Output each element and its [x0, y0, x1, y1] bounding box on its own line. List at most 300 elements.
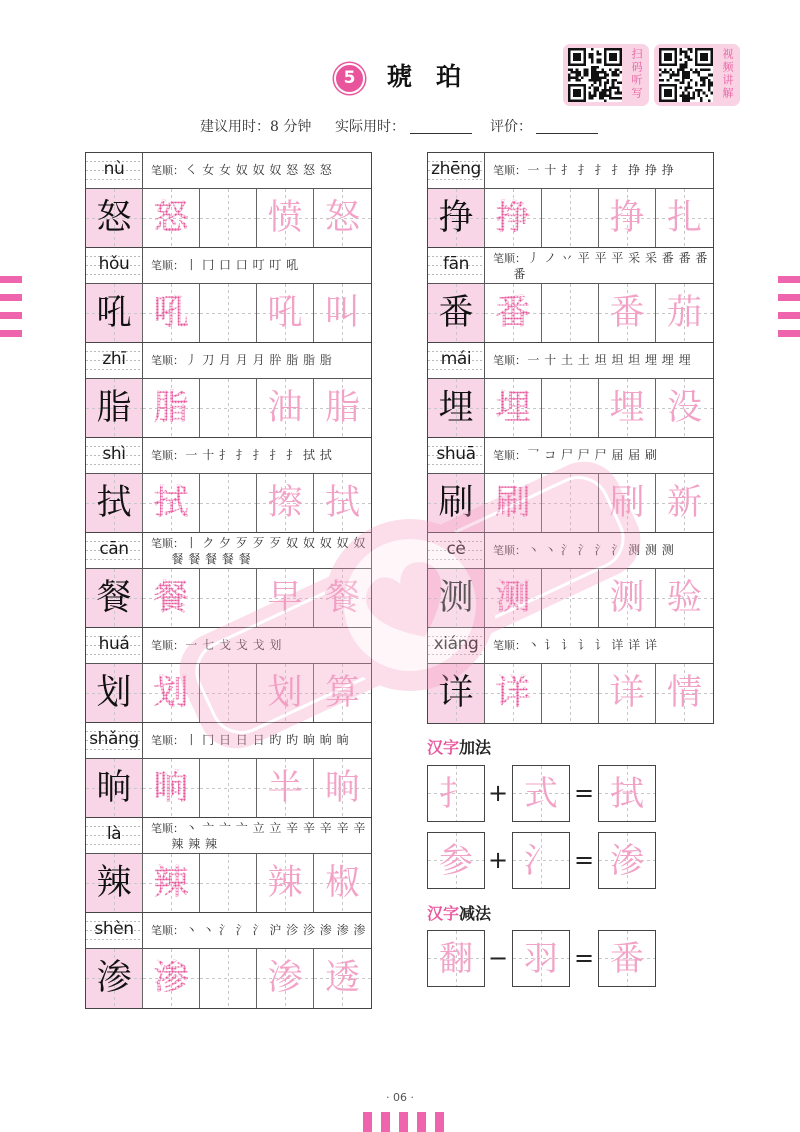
pinyin-row: [428, 533, 713, 569]
stroke-step: 餐: [204, 552, 217, 566]
stroke-step: 丷: [560, 251, 573, 265]
stroke-step: 坦: [628, 353, 641, 367]
stroke-step: 奴: [302, 536, 315, 550]
pinyin-cell: [428, 533, 485, 568]
stroke-step: 辛: [336, 821, 349, 835]
model-character: 晌: [96, 767, 132, 808]
word-cell: [599, 189, 656, 247]
word-character: 早: [267, 577, 303, 618]
actual-time-blank: [410, 133, 472, 134]
stroke-sequence-continued: [169, 837, 219, 852]
stroke-step: 渗: [336, 923, 349, 937]
stroke-step: 丶: [202, 923, 215, 937]
stroke-step: 丶: [527, 543, 540, 557]
model-character: 挣: [438, 197, 474, 238]
stroke-step: 测: [628, 543, 641, 557]
footer-mark: [363, 1112, 372, 1132]
addition-character: 氵: [524, 840, 558, 881]
stroke-step: 采: [644, 251, 657, 265]
trace-character: 挣: [495, 197, 531, 238]
pinyin-cell: [428, 628, 485, 663]
stroke-step: 渗: [319, 923, 332, 937]
subtraction-heading-accent: 汉字: [427, 904, 460, 923]
stroke-step: 届: [628, 448, 641, 462]
blank-writing-cell: [200, 949, 257, 1008]
footer-mark: [435, 1112, 444, 1132]
blank-writing-cell: [542, 474, 599, 532]
pinyin-text: hǒu: [98, 254, 130, 274]
stroke-step: 埋: [678, 353, 691, 367]
stroke-step: 日: [252, 733, 265, 747]
model-character: 吼: [96, 292, 132, 333]
stroke-step: 亠: [218, 821, 231, 835]
blank-writing-cell: [200, 189, 257, 247]
trace-cell: [143, 474, 200, 532]
trace-character: 吼: [153, 292, 189, 333]
stroke-step: 十: [544, 353, 557, 367]
stroke-order-label: 笔顺：: [151, 259, 184, 272]
stroke-step: 餐: [188, 552, 201, 566]
pinyin-cell: [428, 248, 485, 283]
practice-entry: [86, 818, 371, 913]
stroke-step: 亠: [202, 821, 215, 835]
stroke-step: 番: [678, 251, 691, 265]
subtraction-box: [427, 930, 485, 987]
word-cell: [314, 189, 371, 247]
stroke-step: 月: [252, 353, 265, 367]
stroke-step: 怒: [286, 163, 299, 177]
trace-character: 晌: [153, 767, 189, 808]
word-cell: [257, 854, 314, 912]
stroke-step: ク: [202, 536, 215, 550]
stroke-step: 奴: [235, 163, 248, 177]
stroke-order-label: 笔顺：: [151, 537, 184, 550]
stroke-step: 月: [218, 353, 231, 367]
model-character: 餐: [96, 577, 132, 618]
word-cell: [314, 284, 371, 342]
stroke-sequence: [525, 163, 676, 178]
blank-writing-cell: [200, 664, 257, 722]
addition-character: 渗: [610, 840, 644, 881]
stroke-step: 测: [661, 543, 674, 557]
stroke-step: 平: [577, 251, 590, 265]
word-character: 半: [267, 767, 303, 808]
model-character: 详: [438, 673, 474, 713]
stroke-sequence: [183, 638, 284, 653]
qr-dictation-panel[interactable]: [563, 44, 649, 106]
blank-writing-cell: [200, 854, 257, 912]
word-character: 脂: [324, 387, 360, 428]
blank-writing-cell: [542, 569, 599, 627]
model-character-cell: [86, 854, 143, 912]
word-character: 拭: [324, 482, 360, 523]
pinyin-row: [428, 343, 713, 379]
blank-writing-cell: [200, 284, 257, 342]
addition-character: 扌: [439, 773, 473, 814]
qr-video-panel[interactable]: [654, 44, 740, 106]
stroke-step: 扌: [594, 163, 607, 177]
stroke-step: 丿: [185, 353, 198, 367]
word-cell: [314, 949, 371, 1008]
addition-heading: [427, 738, 491, 758]
lesson-title: 琥珀: [387, 62, 486, 91]
trace-cell: [143, 569, 200, 627]
stroke-step: 扌: [252, 448, 265, 462]
blank-writing-cell: [200, 379, 257, 437]
stroke-step: 丨: [185, 536, 198, 550]
character-row: [86, 474, 371, 533]
pinyin-row: [86, 723, 371, 759]
stroke-order-cell: [485, 248, 713, 283]
stroke-step: 讠: [544, 638, 557, 652]
stroke-step: 晌: [319, 733, 332, 747]
pinyin-cell: [86, 818, 143, 853]
stroke-step: 尸: [577, 448, 590, 462]
word-cell: [257, 569, 314, 627]
stroke-order-label: 笔顺：: [151, 354, 184, 367]
subtraction-heading: [427, 904, 491, 924]
model-character: 拭: [96, 482, 132, 523]
addition-character: 参: [439, 840, 473, 881]
word-cell: [314, 854, 371, 912]
plus-sign: +: [487, 779, 509, 807]
stroke-sequence: [525, 353, 693, 368]
stroke-step: 旳: [286, 733, 299, 747]
character-row: [428, 664, 713, 723]
edge-mark: [778, 312, 800, 319]
stroke-order-cell: [143, 153, 371, 188]
word-cell: [599, 379, 656, 437]
stroke-step: 扌: [235, 448, 248, 462]
pinyin-row: [86, 438, 371, 474]
stroke-order-label: 笔顺：: [493, 354, 526, 367]
pinyin-cell: [86, 628, 143, 663]
plus-sign: +: [487, 846, 509, 874]
trace-character: 埋: [495, 387, 531, 428]
stroke-step: 氵: [611, 543, 624, 557]
stroke-step: 详: [628, 638, 641, 652]
pinyin-text: shèn: [94, 919, 134, 939]
stroke-step: 扌: [560, 163, 573, 177]
blank-writing-cell: [542, 284, 599, 342]
stroke-step: 立: [269, 821, 282, 835]
stroke-order-label: 笔顺：: [151, 734, 184, 747]
stroke-step: 氵: [594, 543, 607, 557]
stroke-step: 怒: [302, 163, 315, 177]
stroke-step: 十: [202, 448, 215, 462]
model-character-cell: [86, 759, 143, 817]
word-cell: [314, 379, 371, 437]
trace-character: 测: [495, 577, 531, 618]
stroke-sequence-continued: [169, 552, 253, 567]
qr-code-icon[interactable]: [659, 48, 713, 102]
stroke-step: 叮: [252, 258, 265, 272]
pinyin-cell: [428, 343, 485, 378]
stroke-order-cell: [485, 343, 713, 378]
word-cell: [599, 284, 656, 342]
stroke-step: 讠: [577, 638, 590, 652]
model-character: 怒: [96, 197, 132, 238]
trace-character: 怒: [153, 197, 189, 238]
stroke-step: 扌: [218, 448, 231, 462]
addition-box: [512, 765, 570, 822]
pinyin-text: nù: [103, 159, 125, 179]
word-cell: [656, 569, 713, 627]
subtraction-character: 羽: [524, 938, 558, 979]
stroke-step: 扌: [269, 448, 282, 462]
stroke-step: 冂: [202, 258, 215, 272]
stroke-step: 餐: [221, 552, 234, 566]
stroke-step: 埋: [661, 353, 674, 367]
trace-character: 渗: [153, 958, 189, 998]
pinyin-text: huá: [98, 634, 130, 654]
practice-entry: [86, 533, 371, 628]
word-cell: [257, 474, 314, 532]
addition-heading-accent: 汉字: [427, 738, 460, 757]
character-row: [86, 284, 371, 343]
stroke-step: 戈: [235, 638, 248, 652]
stroke-step: 歹: [269, 536, 282, 550]
qr-code-icon[interactable]: [568, 48, 622, 102]
word-cell: [599, 664, 656, 723]
stroke-step: 坦: [611, 353, 624, 367]
stroke-step: 详: [611, 638, 624, 652]
pinyin-row: [86, 153, 371, 189]
trace-cell: [485, 189, 542, 247]
model-character-cell: [428, 569, 485, 627]
stroke-step: 辛: [286, 821, 299, 835]
model-character: 埋: [438, 387, 474, 428]
blank-writing-cell: [542, 379, 599, 437]
character-row: [428, 379, 713, 438]
stroke-step: 丨: [185, 258, 198, 272]
addition-box: [598, 832, 656, 889]
stroke-step: コ: [544, 448, 557, 462]
practice-entry: [86, 248, 371, 343]
stroke-order-label: 笔顺：: [493, 449, 526, 462]
practice-entry: [86, 438, 371, 533]
character-row: [86, 759, 371, 818]
equals-sign: =: [573, 779, 595, 807]
character-row: [428, 284, 713, 343]
subtraction-character: 翻: [439, 938, 473, 979]
word-cell: [257, 284, 314, 342]
character-row: [86, 854, 371, 913]
actual-time-label: 实际用时：: [335, 119, 405, 135]
stroke-step: 尸: [560, 448, 573, 462]
practice-entry: [86, 628, 371, 723]
stroke-step: 口: [218, 258, 231, 272]
character-row: [428, 474, 713, 533]
word-character: 算: [324, 672, 360, 713]
stroke-step: 刀: [202, 353, 215, 367]
stroke-step: 丶: [185, 923, 198, 937]
word-character: 划: [267, 672, 303, 713]
stroke-order-cell: [143, 913, 371, 948]
stroke-step: 脂: [302, 353, 315, 367]
word-cell: [257, 759, 314, 817]
practice-entry: [86, 153, 371, 248]
model-character: 刷: [438, 482, 474, 523]
edge-mark: [0, 330, 22, 337]
pinyin-row: [86, 913, 371, 949]
stroke-sequence: [525, 251, 710, 266]
stroke-order-cell: [485, 628, 713, 663]
stroke-step: ㇛: [185, 163, 198, 177]
character-row: [86, 379, 371, 438]
practice-entry: [86, 343, 371, 438]
word-cell: [257, 949, 314, 1008]
stroke-step: 一: [185, 638, 198, 652]
stroke-step: 氵: [235, 923, 248, 937]
stroke-order-label: 笔顺：: [493, 639, 526, 652]
trace-character: 拭: [153, 482, 189, 523]
footer-mark: [381, 1112, 390, 1132]
word-character: 晌: [324, 767, 360, 808]
stroke-step: 辣: [171, 837, 184, 851]
pinyin-cell: [428, 438, 485, 473]
stroke-sequence: [183, 536, 368, 551]
stroke-step: 餐: [238, 552, 251, 566]
edge-mark: [0, 312, 22, 319]
addition-heading-text: 加法: [459, 738, 492, 757]
stroke-order-label: 笔顺：: [151, 822, 184, 835]
word-character: 茄: [666, 292, 702, 333]
stroke-step: 日: [235, 733, 248, 747]
stroke-step: 番: [513, 267, 526, 281]
character-row: [428, 189, 713, 248]
addition-box: [427, 765, 485, 822]
stroke-sequence: [183, 923, 368, 938]
addition-character: 式: [524, 773, 558, 814]
stroke-step: 一: [527, 353, 540, 367]
stroke-step: 十: [544, 163, 557, 177]
pinyin-row: [428, 153, 713, 189]
stroke-step: 餐: [171, 552, 184, 566]
stroke-step: 晌: [302, 733, 315, 747]
blank-writing-cell: [542, 189, 599, 247]
word-cell: [314, 474, 371, 532]
stroke-order-cell: [143, 533, 371, 568]
word-cell: [599, 569, 656, 627]
subtraction-character: 番: [610, 938, 644, 979]
trace-cell: [485, 379, 542, 437]
word-cell: [257, 189, 314, 247]
stroke-step: 沴: [302, 923, 315, 937]
model-character-cell: [428, 379, 485, 437]
subtraction-box: [512, 930, 570, 987]
pinyin-text: cè: [446, 539, 466, 559]
pinyin-row: [428, 438, 713, 474]
qr-label-dictation: 扫码听写: [630, 48, 643, 100]
stroke-step: 详: [644, 638, 657, 652]
character-row: [428, 569, 713, 628]
model-character: 番: [438, 292, 474, 333]
stroke-step: 戈: [218, 638, 231, 652]
model-character-cell: [428, 189, 485, 247]
word-character: 椒: [324, 862, 360, 903]
pinyin-row: [86, 533, 371, 569]
pinyin-row: [86, 628, 371, 664]
word-character: 没: [666, 387, 702, 428]
pinyin-cell: [86, 153, 143, 188]
pinyin-row: [428, 248, 713, 284]
stroke-step: 辛: [302, 821, 315, 835]
stroke-order-cell: [485, 438, 713, 473]
trace-cell: [143, 284, 200, 342]
word-character: 新: [666, 482, 702, 523]
qr-label-video: 视频讲解: [721, 48, 734, 100]
word-cell: [257, 379, 314, 437]
pinyin-text: shuā: [436, 444, 476, 464]
stroke-step: 乛: [527, 448, 540, 462]
blank-writing-cell: [200, 759, 257, 817]
word-character: 扎: [666, 197, 702, 238]
stroke-step: 采: [628, 251, 641, 265]
model-character: 脂: [96, 387, 132, 428]
stroke-step: 埋: [644, 353, 657, 367]
stroke-step: 平: [594, 251, 607, 265]
stroke-step: 挣: [628, 163, 641, 177]
stroke-step: 丶: [185, 821, 198, 835]
stroke-sequence-continued: [511, 267, 528, 282]
stroke-step: 吼: [286, 258, 299, 272]
trace-cell: [485, 474, 542, 532]
word-character: 挣: [609, 197, 645, 238]
pinyin-cell: [86, 723, 143, 758]
stroke-order-cell: [143, 343, 371, 378]
model-character-cell: [86, 664, 143, 722]
word-character: 辣: [267, 862, 303, 903]
stroke-step: 女: [218, 163, 231, 177]
practice-entry: [428, 248, 713, 343]
model-character: 渗: [96, 958, 132, 998]
rating-label: 评价：: [490, 119, 532, 135]
model-character-cell: [86, 189, 143, 247]
stroke-step: 扌: [611, 163, 624, 177]
pinyin-text: zhī: [102, 349, 126, 369]
stroke-step: 夕: [218, 536, 231, 550]
stroke-step: 沪: [269, 923, 282, 937]
stroke-step: 氵: [577, 543, 590, 557]
word-cell: [656, 664, 713, 723]
minus-sign: −: [487, 944, 509, 972]
stroke-order-cell: [143, 818, 371, 853]
pinyin-row: [86, 818, 371, 854]
model-character-cell: [86, 284, 143, 342]
stroke-step: 女: [202, 163, 215, 177]
stroke-order-cell: [143, 628, 371, 663]
model-character: 辣: [96, 862, 132, 903]
stroke-step: 氵: [218, 923, 231, 937]
stroke-order-cell: [485, 153, 713, 188]
word-character: 油: [267, 387, 303, 428]
stroke-step: 口: [235, 258, 248, 272]
word-character: 擦: [267, 482, 303, 523]
model-character-cell: [86, 474, 143, 532]
stroke-step: 讠: [560, 638, 573, 652]
model-character-cell: [428, 474, 485, 532]
addition-box: [512, 832, 570, 889]
stroke-step: 拭: [319, 448, 332, 462]
stroke-step: 氵: [252, 923, 265, 937]
trace-character: 详: [495, 673, 531, 713]
pinyin-text: là: [106, 824, 122, 844]
pinyin-cell: [86, 533, 143, 568]
trace-cell: [143, 854, 200, 912]
stroke-order-label: 笔顺：: [151, 639, 184, 652]
stroke-step: 奴: [252, 163, 265, 177]
